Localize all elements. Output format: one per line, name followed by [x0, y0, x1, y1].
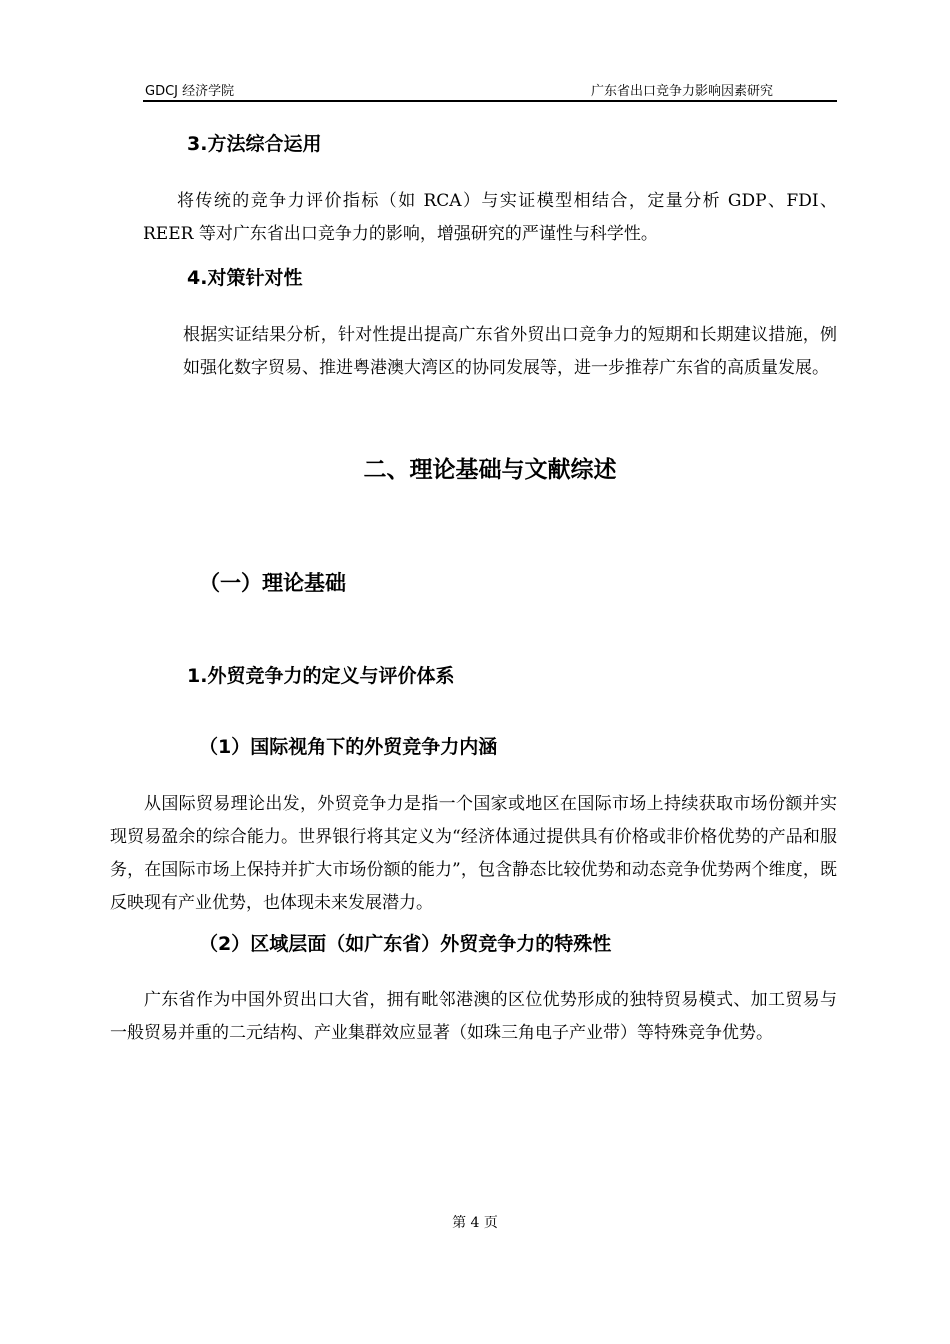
section-3-paragraph [143, 185, 837, 251]
section-4-heading: 4.对策针对性 [187, 267, 303, 289]
chapter-title: 二、理论基础与文献综述 [363, 457, 617, 483]
page-header [143, 78, 837, 102]
theory-heading: （一）理论基础 [199, 571, 346, 595]
section-4-paragraph [183, 319, 837, 385]
header-institution: GDCJ 经济学院 [145, 84, 235, 99]
subsection-1-heading: 1.外贸竞争力的定义与评价体系 [187, 665, 455, 687]
section-3-heading: 3.方法综合运用 [187, 133, 322, 155]
subsection-1b-text: 广东省作为中国外贸出口大省，拥有毗邻港澳的区位优势形成的独特贸易模式、加工贸易与一般贸易并重的二元结构、产业集群效应显著（如珠三角电子产业带）等特殊竞争优势。 [110, 990, 837, 1043]
section-3-text: 将传统的竞争力评价指标（如 RCA）与实证模型相结合，定量分析 GDP、FDI、REER 等对广东省出口竞争力的影响，增强研究的严谨性与科学性。 [143, 191, 837, 244]
subsection-1b-heading: （2）区域层面（如广东省）外贸竞争力的特殊性 [199, 933, 612, 955]
subsection-1a-heading: （1）国际视角下的外贸竞争力内涵 [199, 736, 498, 758]
subsection-1a-paragraph [110, 788, 837, 920]
header-paper-title: 广东省出口竞争力影响因素研究 [590, 84, 773, 99]
subsection-1a-text: 从国际贸易理论出发，外贸竞争力是指一个国家或地区在国际市场上持续获取市场份额并实现贸易盈余的综合能力。世界银行将其定义为“经济体通过提供具有价格或非价格优势的产品和服务，在国际市场上保持并扩大市场份额的能力”，包含静态比较优势和动态竞争优势两个维度，既反映现有产业优势，也体现未来发展潜力。 [110, 794, 837, 913]
page-number: 第 4 页 [452, 1215, 498, 1231]
subsection-1b-paragraph [110, 984, 837, 1050]
section-4-text: 根据实证结果分析，针对性提出提高广东省外贸出口竞争力的短期和长期建议措施，例如强化数字贸易、推进粤港澳大湾区的协同发展等，进一步推荐广东省的高质量发展。 [183, 325, 837, 378]
